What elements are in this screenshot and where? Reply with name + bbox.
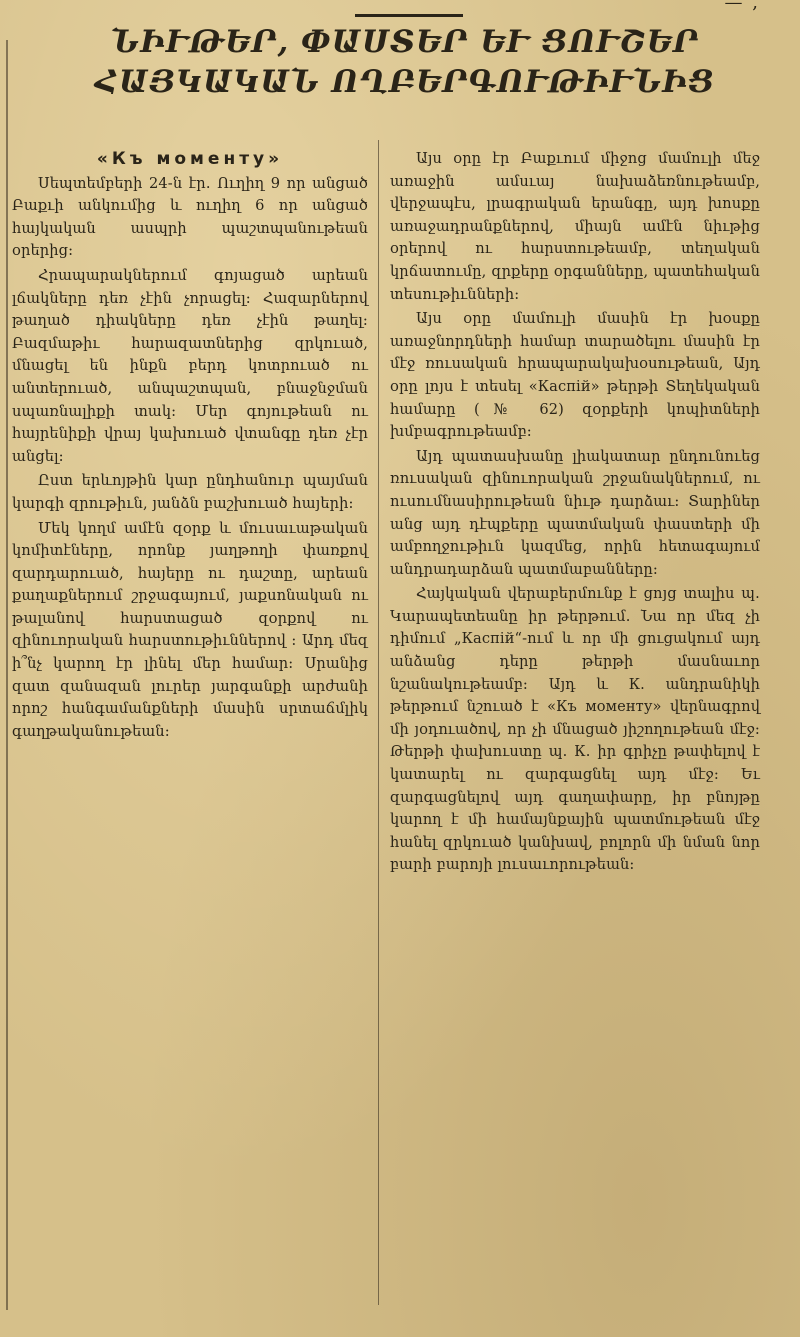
article-heading: ՆԻՒԹԵՐ, ՓԱՍՏԵՐ ԵՒ ՑՈՒՇԵՐ ՀԱՅԿԱԿԱՆ ՈՂԲԵՐԳՈՒԹԻՒՆԻՑ: [94, 24, 715, 100]
top-rule: [355, 14, 463, 17]
paragraph: Ըստ երևոյթին կար ընդհանուր պայման կարգի զրութիւն, յանձն բաշխուած հայերի։: [12, 472, 368, 512]
left-column: [12, 148, 368, 745]
left-margin-rule: [6, 40, 8, 1310]
paragraph: Սեպտեմբերի 24-ն էր․ Ուղիղ 9 որ անցած Բաքւի անկումից և ուղիղ 6 որ անցած հայկական ասպրի պաշտպանութեան օրերից։: [12, 174, 368, 260]
top-edge-mark: — ,: [724, 0, 760, 13]
column-divider: [378, 140, 379, 1305]
paragraph: Հայկական վերաբերմունք է ցոյց տալիս պ․ Կարապետեանը իր թերթում․ Նա որ մեզ չի դիմում „Каспій“-ում և որ մի ցուցակում այդ անձանց դերը թերթի մասնաւոր նշանակութեամբ։ Այդ և К. անդրանիկի թերթում նշուած է «Къ моменту» վերնագրով մի յօդուածով, որ չի մնացած յիշողութեան մէջ։ Թերթի փախուստը պ․ К․ իր գրիչը թափելով է կատարել ու զարգացնել այդ մէջ։ Եւ զարգացնելով այդ գաղափարը, իր բնոյթը կարող է մի համայնքային պատմութեան մէջ հանել զրկուած կանխավ, բոլորն մի նման նոր բարի բարոյի լուսաւորութեան։: [390, 585, 760, 874]
section-title: «Къ моменту»: [96, 149, 284, 169]
right-column: [390, 148, 760, 879]
paragraph: Այս օրը մամուլի մասին էր խօսքը առաջնորդների համար տարածելու մասին էր մէջ ռուսական հրապարակախօսութեան, Այդ օրը լոյս է տեսել «Каспій» թերթի Տեղեկական համարը (№ 62) զօրքերի կոպիտների խմբագրութեամբ։: [390, 310, 760, 441]
paragraph: Այս օրը էր Բաքւում միջոց մամուլի մեջ առաջին ամսւայ նախաձեռնութեամբ, վերջապէս, լրագրական երանգը, այդ խոսքը առաջադրանքներով, միայն ամէն նիւթից օրերով ու հարստութեամբ, տեղական կրճատումը, զրքերը օրգանները, պատեհական տեսութիւնների։: [390, 150, 760, 303]
paragraph: Հրապարակներում գոյացած արեան լճակները դեռ չէին չորացել։ Հազարներով թաղած դիակները դեռ չէին թաղել։ Բազմաթիւ հարազատներից զրկուած, մնացել են ինքն բերդ կոտրուած ու անտերուած, անպաշտպան, բնաջնջման սպառնալիքի տակ։ Մեր գոյութեան ու հայրենիքի վրայ կախուած վտանգը դեռ չէր անցել։: [12, 266, 368, 465]
paragraph: Այդ պատասխանը լիակատար ընդունուեց ռուսական զինուորական շրջանակներում, ու ուսումնասիրութեան նիւթ դարձաւ։ Տարիներ անց այդ դէպքերը պատմական փաստերի մի ամբողջութիւն կազմեց, որին հետագայում անդրադարձան պատմաբանները։: [390, 447, 760, 578]
paragraph: Մեկ կողմ ամէն զօրք և մուսաւաթական կոմիտէները, որոնք յաղթողի փառքով զարդարուած, հայերը ու դաշտը, արեան քաղաքներում շրջագայում, յաքսոնական ու թալանով հարստացած զօրքով ու զինուորական հարստութիւններով ։ Արդ մեզ ի՞նչ կարող էր լինել մեր համար։ Սրանից զատ զանազան լուրեր յարգանքի արժանի որոշ հանգամանքների մասին սրտաճմլիկ գաղթականութեան։: [12, 519, 368, 740]
